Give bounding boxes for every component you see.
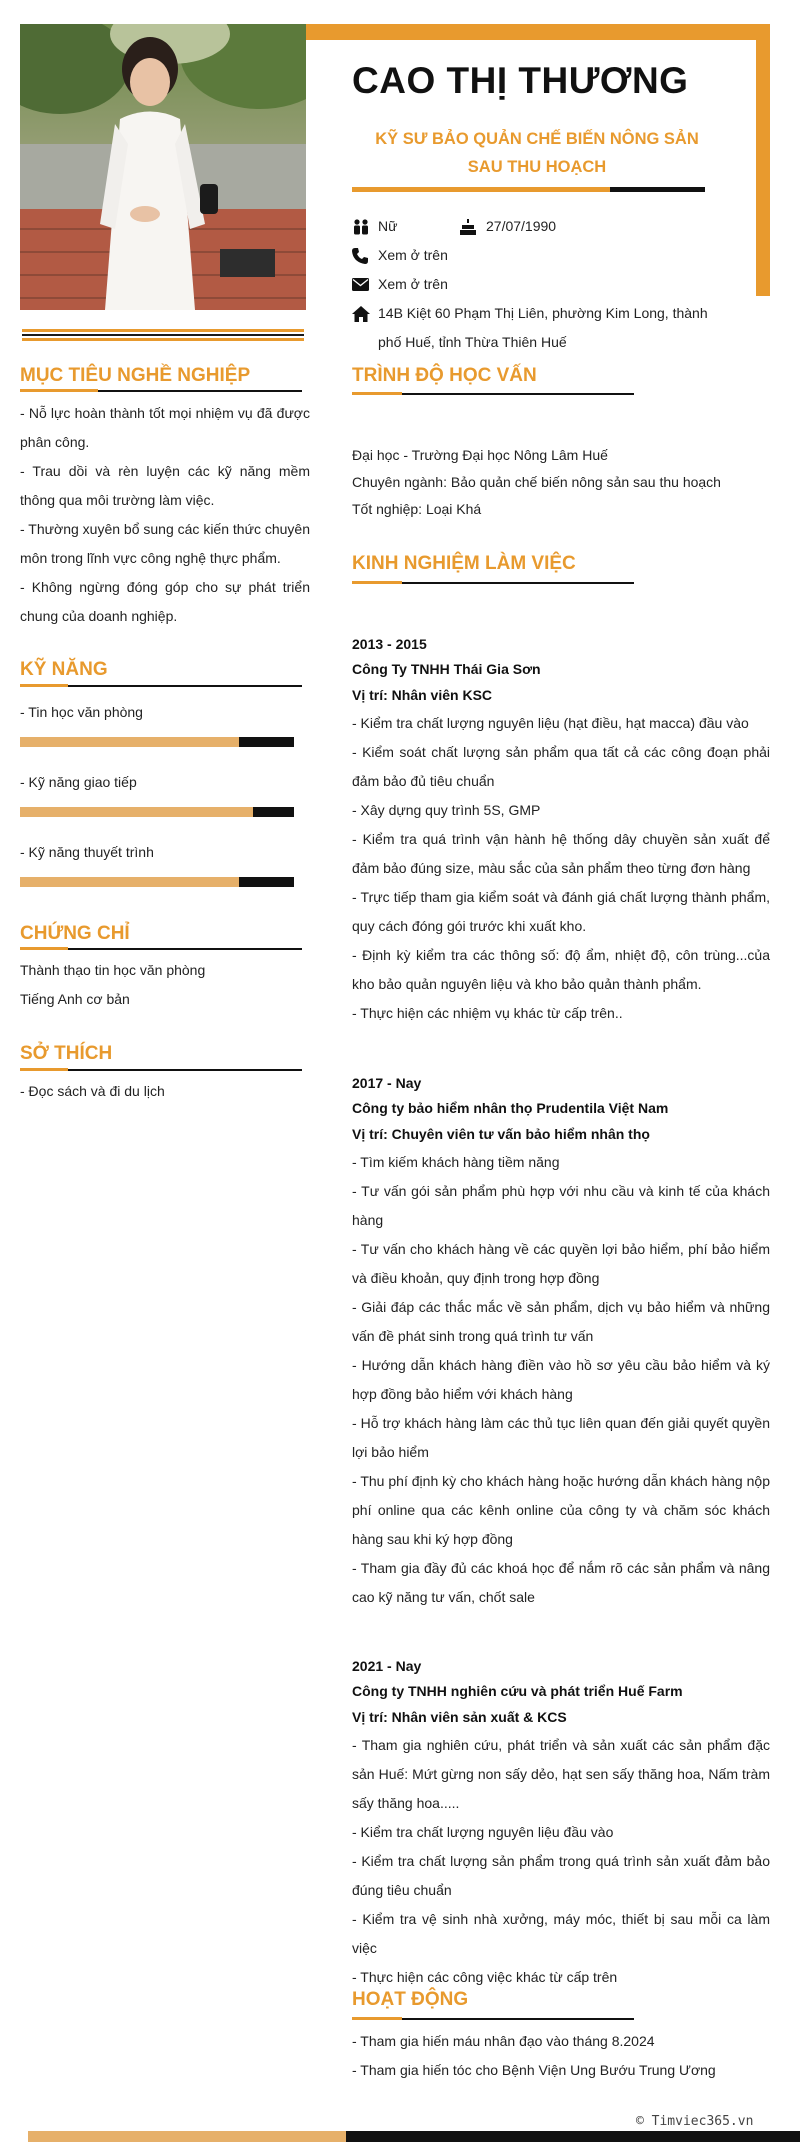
- education-details: [352, 442, 770, 523]
- job-duty: - Trực tiếp tham gia kiểm soát và đánh giá chất lượng thành phẩm, quy cách đóng gói trước khi xuất kho.: [352, 889, 770, 934]
- footer-bar-accent: [28, 2131, 346, 2142]
- job-duty: - Hướng dẫn khách hàng điền vào hồ sơ yêu cầu bảo hiểm và ký hợp đồng bảo hiểm với khách hàng: [352, 1357, 770, 1402]
- section-underline-accent: [20, 1068, 68, 1071]
- envelope-icon: [352, 270, 376, 299]
- header-frame-right: [756, 24, 770, 296]
- job-entry: [352, 1653, 770, 1992]
- education-line: Đại học - Trường Đại học Nông Lâm Huế: [352, 447, 608, 463]
- cake-icon: [460, 212, 484, 241]
- photo-divider: [22, 338, 304, 341]
- education-section-title: TRÌNH ĐỘ HỌC VẤN: [352, 365, 537, 386]
- skill-bar: [20, 877, 294, 887]
- objective-item: - Nỗ lực hoàn thành tốt mọi nhiệm vụ đã được phân công.: [20, 405, 310, 450]
- skill-label: - Kỹ năng thuyết trình: [20, 844, 154, 860]
- section-underline-accent: [352, 581, 402, 584]
- objective-item: - Trau dồi và rèn luyện các kỹ năng mềm thông qua môi trường làm việc.: [20, 463, 310, 508]
- skill-bar: [20, 807, 294, 817]
- job-entry: [352, 1070, 770, 1612]
- candidate-name: CAO THỊ THƯƠNG: [352, 60, 689, 101]
- skill-bar-fill: [20, 737, 239, 747]
- job-entry: [352, 631, 770, 1028]
- phone-row: [352, 241, 448, 270]
- objective-section-title: MỤC TIÊU NGHỀ NGHIỆP: [20, 365, 251, 386]
- experience-section-title: KINH NGHIỆM LÀM VIỆC: [352, 553, 576, 574]
- address-line: phố Huế, tỉnh Thừa Thiên Huế: [378, 334, 567, 350]
- photo-divider: [22, 329, 304, 332]
- hobbies-section-title: SỞ THÍCH: [20, 1043, 113, 1064]
- objective-item: - Thường xuyên bổ sung các kiến thức chuyên môn trong lĩnh vực công nghệ thực phẩm.: [20, 521, 310, 566]
- section-underline-accent: [20, 947, 68, 950]
- footer-bar-dark: [346, 2131, 800, 2142]
- activity-item: - Tham gia hiến tóc cho Bệnh Viện Ung Bướu Trung Ương: [352, 2062, 716, 2078]
- users-icon: [352, 212, 376, 241]
- job-duty: - Tham gia nghiên cứu, phát triển và sản xuất các sản phẩm đặc sản Huế: Mứt gừng non sấy dẻo, hạt sen sấy thăng hoa, Nấm tràm sấy thăng hoa.....: [352, 1737, 770, 1811]
- certificates-section-title: CHỨNG CHỈ: [20, 923, 130, 944]
- activities-list: [352, 2027, 770, 2085]
- skills-section-title: KỸ NĂNG: [20, 659, 108, 680]
- job-duty: - Kiểm tra chất lượng nguyên liệu (hạt điều, hạt macca) đầu vào: [352, 715, 749, 731]
- skill-label: - Kỹ năng giao tiếp: [20, 774, 137, 790]
- home-icon: [352, 299, 376, 328]
- certificate-item: Tiếng Anh cơ bản: [20, 991, 130, 1007]
- certificate-item: Thành thạo tin học văn phòng: [20, 962, 206, 978]
- job-title-line: SAU THU HOẠCH: [467, 158, 607, 176]
- skill-bar: [20, 737, 294, 747]
- job-duty: - Tham gia đầy đủ các khoá học để nắm rõ các sản phẩm và nâng cao kỹ năng tư vấn, chốt sale: [352, 1560, 770, 1605]
- address-value: [378, 299, 708, 357]
- certificates-list: [20, 956, 310, 1014]
- gender-value: Nữ: [378, 218, 398, 234]
- phone-icon: [352, 241, 376, 270]
- section-underline-accent: [352, 2017, 402, 2020]
- profile-photo: [20, 24, 306, 310]
- activity-item: - Tham gia hiến máu nhân đạo vào tháng 8.2024: [352, 2033, 655, 2049]
- job-duty: - Xây dựng quy trình 5S, GMP: [352, 802, 541, 818]
- birthday-value: 27/07/1990: [486, 218, 557, 234]
- email-row: [352, 270, 448, 299]
- job-duty: - Tư vấn gói sản phẩm phù hợp với nhu cầu và kinh tế của khách hàng: [352, 1183, 770, 1228]
- objective-list: [20, 399, 310, 631]
- job-company: Công Ty TNHH Thái Gia Sơn: [352, 661, 541, 677]
- job-company: Công ty TNHH nghiên cứu và phát triển Huế Farm: [352, 1683, 683, 1699]
- section-underline-accent: [352, 392, 402, 395]
- job-duty: - Thu phí định kỳ cho khách hàng hoặc hướng dẫn khách hàng nộp phí online qua các kênh online của công ty và chăm sóc khách hàng sau khi ký hợp đồng: [352, 1473, 770, 1547]
- job-duty: - Thực hiện các nhiệm vụ khác từ cấp trên..: [352, 1005, 623, 1021]
- photo-divider: [22, 334, 304, 336]
- job-duty: - Tư vấn cho khách hàng về các quyền lợi bảo hiểm, phí bảo hiểm và điều khoản, quy định trong hợp đồng: [352, 1241, 770, 1286]
- job-duty: - Thực hiện các công việc khác từ cấp trên: [352, 1969, 618, 1985]
- skill-bar-fill: [20, 807, 253, 817]
- job-duty: - Tìm kiếm khách hàng tiềm năng: [352, 1154, 560, 1170]
- job-role: Vị trí: Nhân viên KSC: [352, 687, 493, 703]
- job-duty: - Giải đáp các thắc mắc về sản phẩm, dịch vụ bảo hiểm và những vấn đề phát sinh trong quá trình tư vấn: [352, 1299, 770, 1344]
- birthday-row: [460, 212, 556, 241]
- email-value: Xem ở trên: [378, 276, 448, 292]
- hobbies-list: [20, 1077, 310, 1106]
- hobby-item: - Đọc sách và đi du lịch: [20, 1083, 165, 1099]
- job-duty: - Kiểm tra chất lượng sản phẩm trong quá trình sản xuất đảm bảo đúng tiêu chuẩn: [352, 1853, 770, 1898]
- skill-bar-fill: [20, 877, 239, 887]
- title-underline-dark: [610, 187, 705, 192]
- section-underline-accent: [20, 389, 98, 392]
- education-line: Chuyên ngành: Bảo quản chế biến nông sản sau thu hoạch: [352, 474, 721, 490]
- job-years: 2013 - 2015: [352, 636, 427, 652]
- address-row: [352, 299, 708, 357]
- header-frame-top: [306, 24, 770, 40]
- education-line: Tốt nghiệp: Loại Khá: [352, 501, 482, 517]
- skill-label: - Tin học văn phòng: [20, 704, 143, 720]
- job-duty: - Kiểm soát chất lượng sản phẩm qua tất cả các công đoạn phải đảm bảo đủ tiêu chuẩn: [352, 744, 770, 789]
- job-years: 2021 - Nay: [352, 1658, 422, 1674]
- title-underline: [352, 187, 610, 192]
- job-company: Công ty bảo hiểm nhân thọ Prudentila Việt Nam: [352, 1100, 669, 1116]
- gender-row: [352, 212, 397, 241]
- job-duty: - Kiểm tra vệ sinh nhà xưởng, máy móc, thiết bị sau mỗi ca làm việc: [352, 1911, 770, 1956]
- job-role: Vị trí: Chuyên viên tư vấn bảo hiểm nhân thọ: [352, 1126, 650, 1142]
- job-duty: - Kiểm tra quá trình vận hành hệ thống dây chuyền sản xuất để đảm bảo đúng size, màu sắc của sản phẩm theo từng đơn hàng: [352, 831, 770, 876]
- address-line: 14B Kiệt 60 Phạm Thị Liên, phường Kim Long, thành: [378, 305, 708, 321]
- job-title: [352, 125, 722, 181]
- job-role: Vị trí: Nhân viên sản xuất & KCS: [352, 1709, 567, 1725]
- job-duty: - Kiểm tra chất lượng nguyên liệu đầu vào: [352, 1824, 614, 1840]
- job-duty: - Định kỳ kiểm tra các thông số: độ ẩm, nhiệt độ, côn trùng...của kho bảo quản nguyên liệu và kho bảo quản thành phẩm.: [352, 947, 770, 992]
- section-underline-accent: [20, 684, 68, 687]
- job-duty: - Hỗ trợ khách hàng làm các thủ tục liên quan đến giải quyết quyền lợi bảo hiểm: [352, 1415, 770, 1460]
- job-title-line: KỸ SƯ BẢO QUẢN CHẾ BIẾN NÔNG SẢN: [375, 130, 699, 148]
- copyright-text: © Timviec365.vn: [636, 2114, 754, 2129]
- objective-item: - Không ngừng đóng góp cho sự phát triển chung của doanh nghiệp.: [20, 579, 310, 624]
- job-years: 2017 - Nay: [352, 1075, 422, 1091]
- phone-value: Xem ở trên: [378, 247, 448, 263]
- activities-section-title: HOẠT ĐỘNG: [352, 1989, 469, 2010]
